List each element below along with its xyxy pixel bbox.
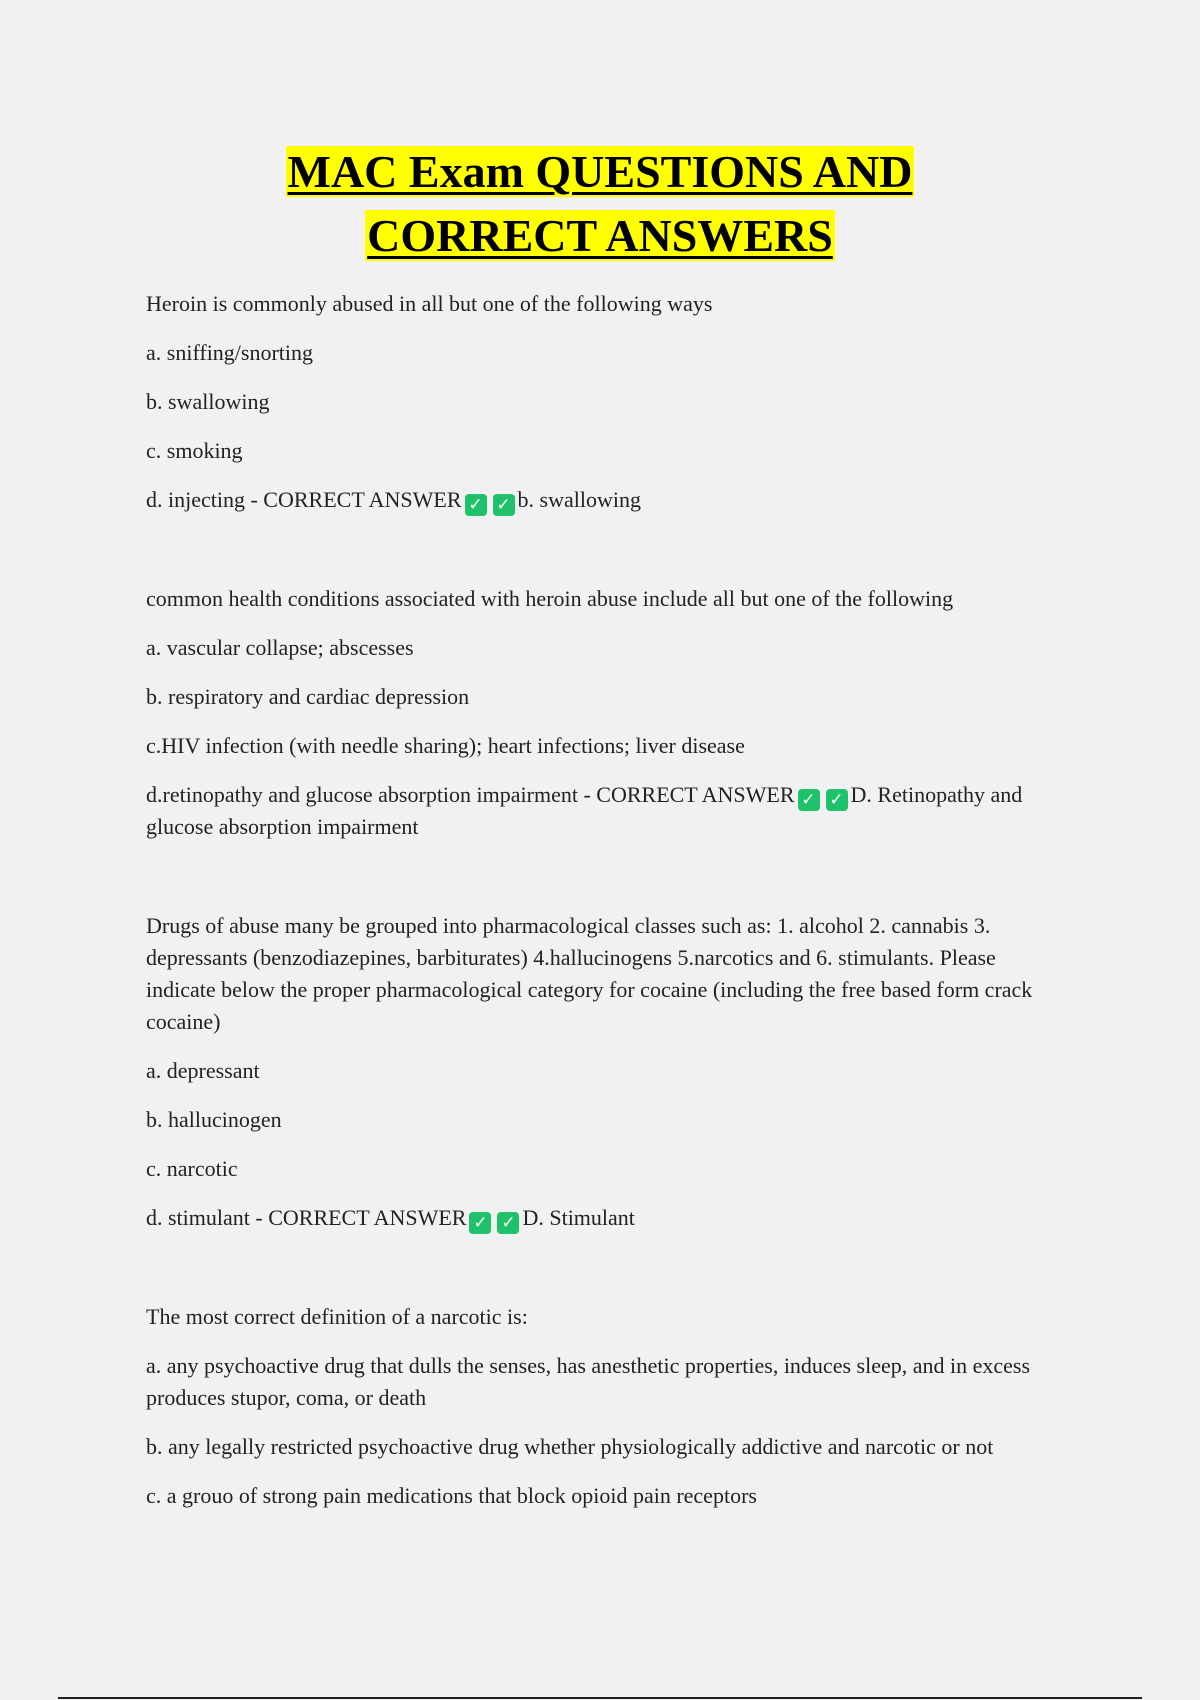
- green-check-icon: ✓: [465, 494, 487, 516]
- green-check-icon: ✓: [826, 789, 848, 811]
- document-title: [0, 140, 1200, 268]
- option-c: c.HIV infection (with needle sharing); heart infections; liver disease: [146, 733, 745, 758]
- questions-body: [146, 288, 1066, 1529]
- title-line-2: CORRECT ANSWERS: [367, 210, 833, 261]
- question-stem: common health conditions associated with heroin abuse include all but one of the following: [146, 586, 954, 611]
- option-b: b. any legally restricted psychoactive drug whether physiologically addictive and narcotic or not: [146, 1434, 994, 1459]
- option-b: b. respiratory and cardiac depression: [146, 684, 470, 709]
- option-d-with-answer: [146, 779, 1066, 843]
- option-d: d. stimulant - CORRECT ANSWER: [146, 1205, 467, 1230]
- spacer: [146, 533, 1066, 583]
- page-bottom-rule: [58, 1697, 1142, 1699]
- option-a: a. depressant: [146, 1058, 260, 1083]
- correct-answer: b. swallowing: [517, 487, 641, 512]
- option-d-with-answer: [146, 1202, 1066, 1234]
- green-check-icon: ✓: [493, 494, 515, 516]
- option-c: c. a grouo of strong pain medications that block opioid pain receptors: [146, 1483, 757, 1508]
- option-a: a. any psychoactive drug that dulls the senses, has anesthetic properties, induces sleep, and in excess produces stupor, coma, or death: [146, 1353, 1031, 1410]
- question-stem: The most correct definition of a narcotic is:: [146, 1304, 528, 1329]
- question-stem: Heroin is commonly abused in all but one of the following ways: [146, 291, 713, 316]
- option-d-with-answer: [146, 484, 1066, 516]
- option-a: a. vascular collapse; abscesses: [146, 635, 414, 660]
- correct-answer: D. Retinopathy and glucose absorption impairment: [146, 782, 1023, 839]
- green-check-icon: ✓: [469, 1212, 491, 1234]
- option-c: c. narcotic: [146, 1156, 238, 1181]
- spacer: [146, 1251, 1066, 1301]
- green-check-icon: ✓: [798, 789, 820, 811]
- option-b: b. swallowing: [146, 389, 270, 414]
- option-a: a. sniffing/snorting: [146, 340, 314, 365]
- option-b: b. hallucinogen: [146, 1107, 282, 1132]
- option-d: d. injecting - CORRECT ANSWER: [146, 487, 462, 512]
- green-check-icon: ✓: [497, 1212, 519, 1234]
- option-c: c. smoking: [146, 438, 243, 463]
- question-stem: Drugs of abuse many be grouped into pharmacological classes such as: 1. alcohol 2. cannabis 3. depressants (benzodiazepines, barbiturates) 4.hallucinogens 5.narcotics and 6. stimulants. Please indicate below the proper pharmacological category for cocaine (including the free based form crack cocaine): [146, 913, 1033, 1034]
- title-line-1: MAC Exam QUESTIONS AND: [287, 146, 913, 197]
- correct-answer: D. Stimulant: [522, 1205, 635, 1230]
- spacer: [146, 860, 1066, 910]
- option-d: d.retinopathy and glucose absorption impairment - CORRECT ANSWER: [146, 782, 795, 807]
